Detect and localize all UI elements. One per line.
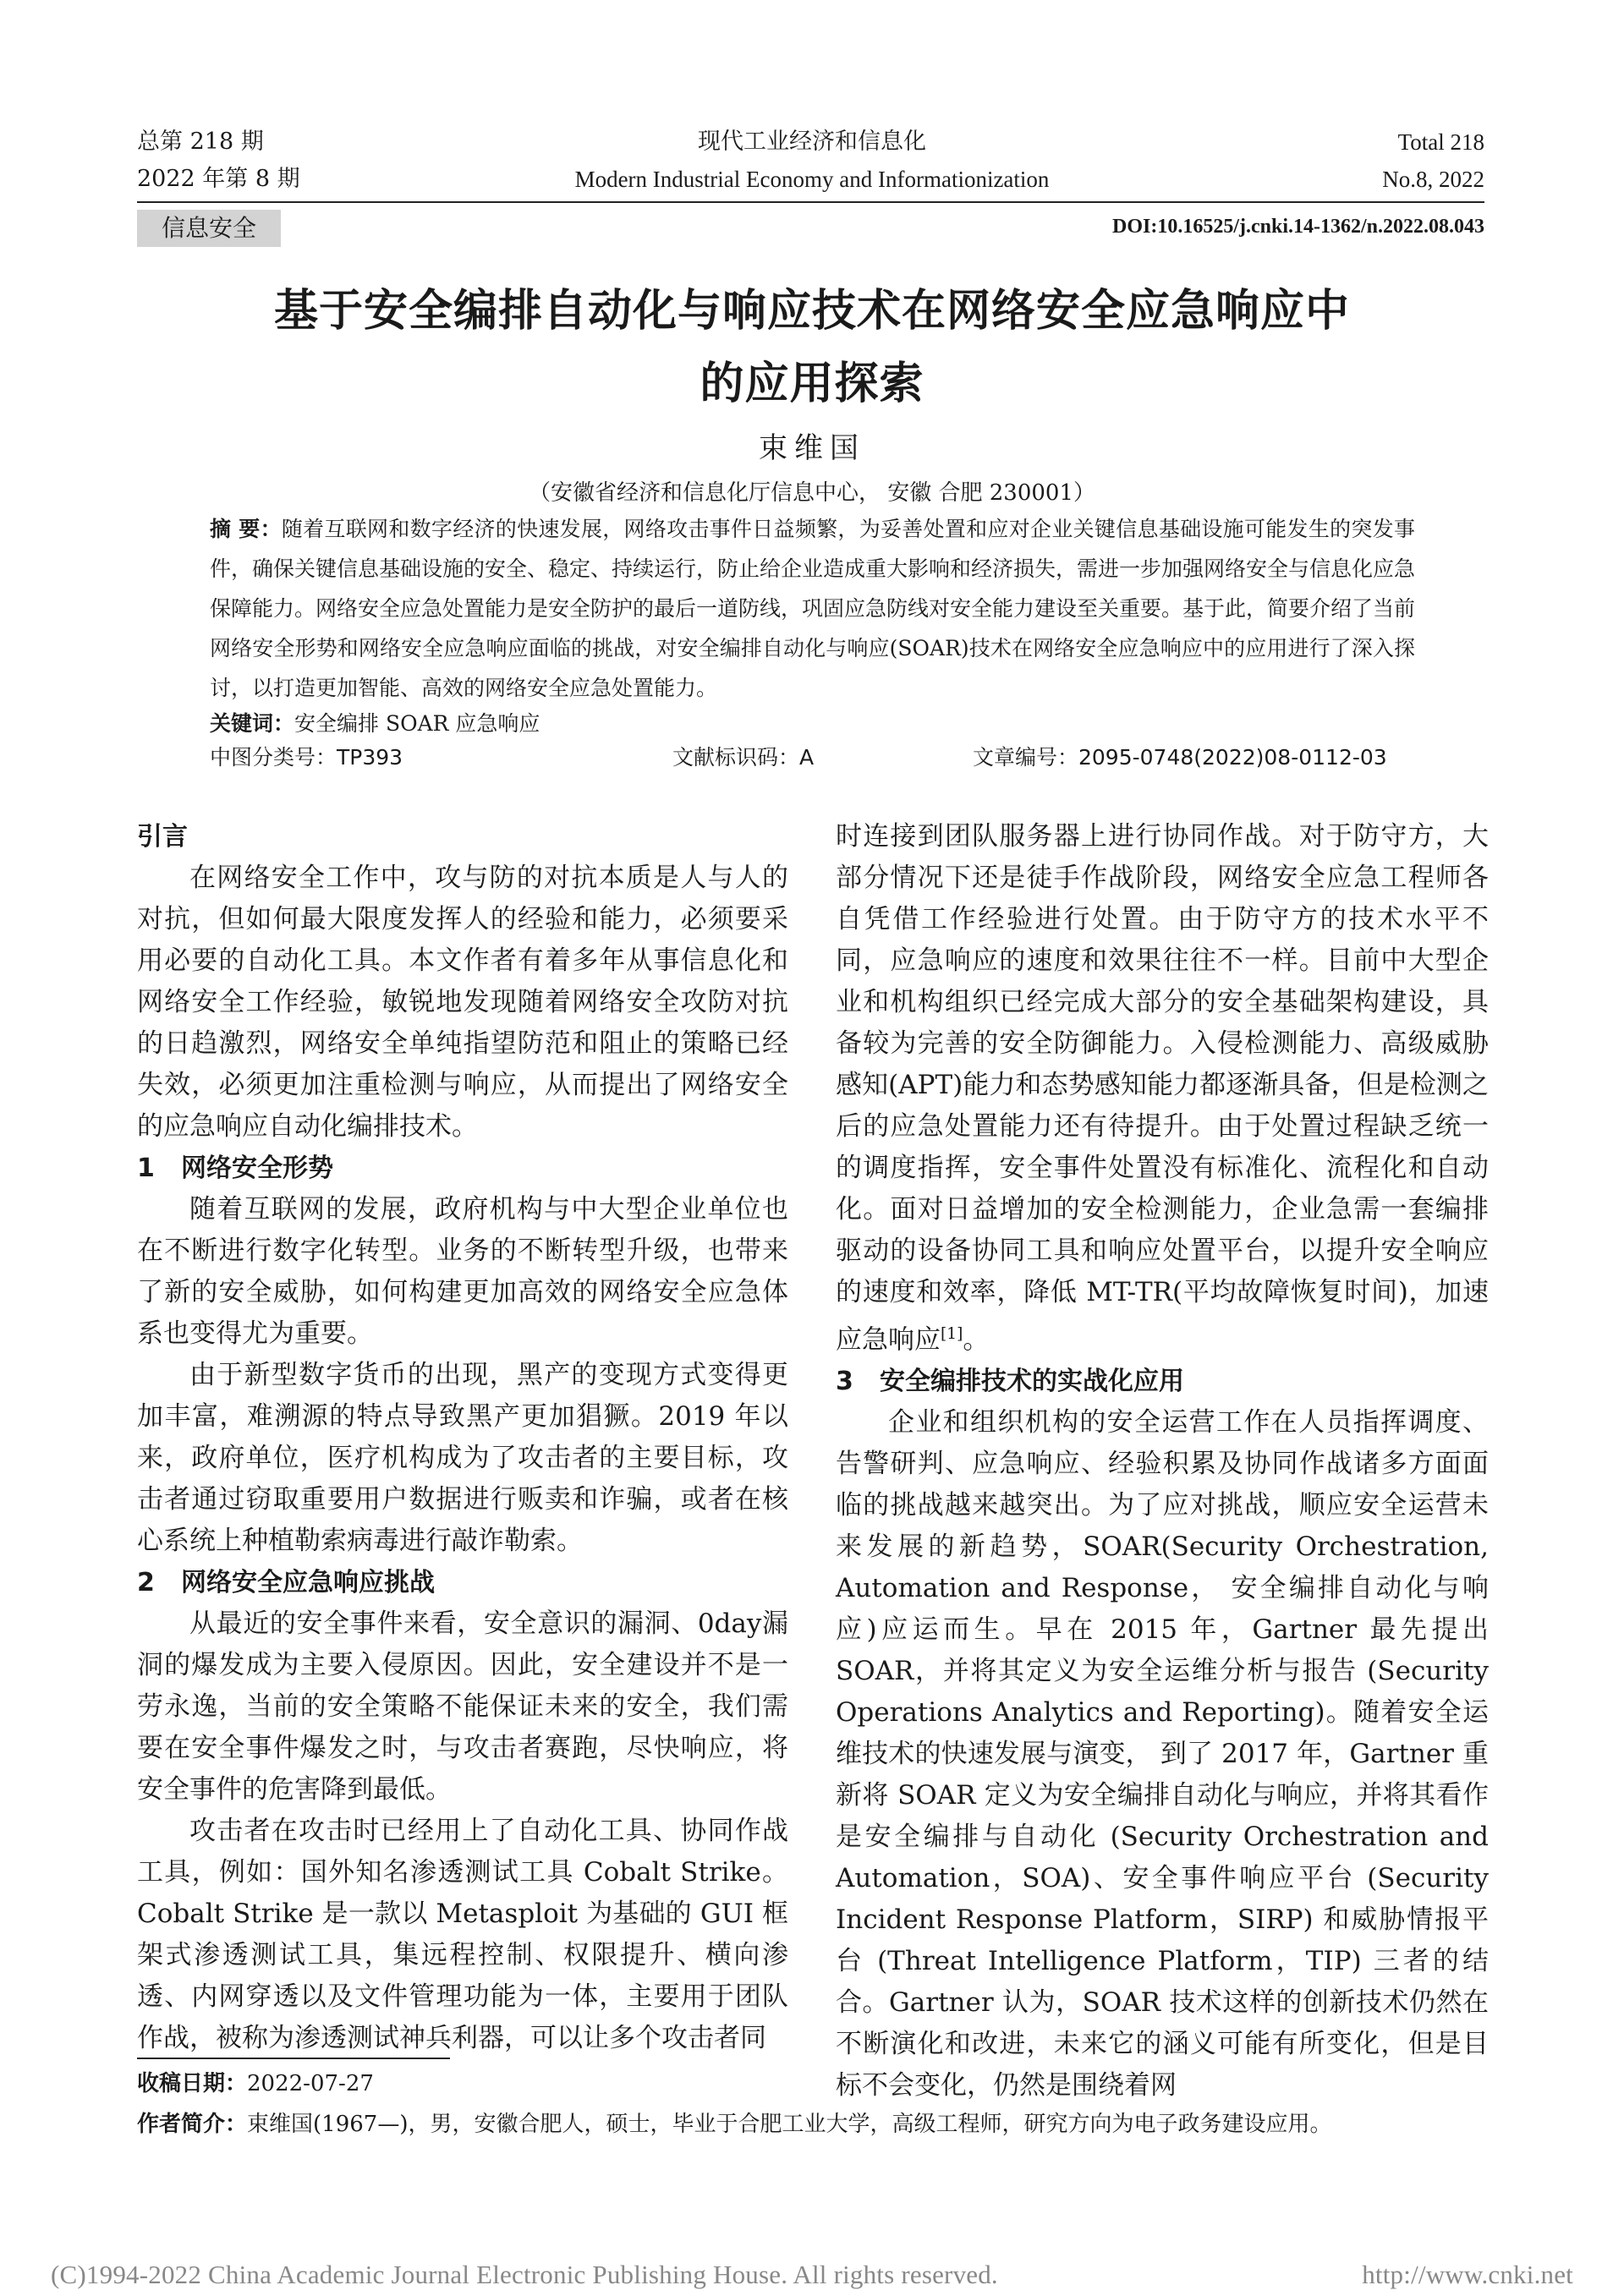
abstract-text: 随着互联网和数字经济的快速发展，网络攻击事件日益频繁，为妥善处置和应对企业关键信息基础设施可能发生的突发事件，确保关键信息基础设施的安全、稳定、持续运行，防止给企业造成重大影响和经济损失，需进一步加强网络安全与信息化应急保障能力。网络安全应急处置能力是安全防护的最后一道防线，巩固应急防线对安全能力建设至关重要。基于此，简要介绍了当前网络安全形势和网络安全应急响应面临的挑战，对安全编排自动化与响应(SOAR)技术在网络安全应急响应中的应用进行了深入探讨，以打造更加智能、高效的网络安全应急处置能力。 — [210, 517, 1416, 700]
section-3-number: 3 — [836, 1367, 853, 1397]
keywords-label: 关键词： — [210, 711, 295, 736]
doi: DOI:10.16525/j.cnki.14-1362/n.2022.08.043 — [1111, 216, 1484, 238]
author-name: 束维国 — [759, 431, 865, 465]
received-label: 收稿日期： — [137, 2071, 248, 2096]
issue-total-cn: 总第 218 期 — [137, 129, 264, 155]
body-column-right — [836, 816, 1489, 2107]
section-3-title: 安全编排技术的实战化应用 — [880, 1367, 1184, 1397]
intro-heading: 引言 — [137, 822, 188, 852]
section-2-paragraph-2-continued — [836, 816, 1489, 1361]
footnote-rule — [137, 2058, 450, 2059]
issue-cn: 2022 年第 8 期 — [137, 166, 300, 192]
section-2-paragraph-1: 从最近的安全事件来看，安全意识的漏洞、0day漏洞的爆发成为主要入侵原因。因此，安全建设并不是一劳永逸，当前的安全策略不能保证未来的安全，我们需要在安全事件爆发之时，与攻击者赛跑，尽快响应，将安全事件的危害降到最低。 — [137, 1608, 788, 1805]
citation-1: [1] — [941, 1325, 963, 1343]
section-2-heading — [137, 1562, 788, 1603]
issue-en: No.8, 2022 — [1382, 167, 1484, 192]
article-title-line-1: 基于安全编排自动化与响应技术在网络安全应急响应中 — [273, 286, 1350, 337]
body-column-left — [137, 816, 788, 2059]
section-1-number: 1 — [137, 1153, 155, 1183]
author-bio — [137, 2107, 1331, 2141]
section-1-title: 网络安全形势 — [181, 1153, 333, 1183]
received-date — [137, 2067, 374, 2101]
abstract-label: 摘 要： — [210, 517, 282, 541]
bio-label: 作者简介： — [137, 2112, 248, 2137]
copyright-url: http://www.cnki.net — [1362, 2260, 1573, 2289]
article-title-line-2: 的应用探索 — [700, 359, 924, 409]
journal-title-cn: 现代工业经济和信息化 — [698, 129, 926, 155]
section-2-continued-text: 时连接到团队服务器上进行协同作战。对于防守方，大部分情况下还是徒手作战阶段，网络安全应急工程师各自凭借工作经验进行处置。由于防守方的技术水平不同，应急响应的速度和效果往往不一样。目前中大型企业和机构组织已经完成大部分的安全基础架构建设，具备较为完善的安全防御能力。入侵检测能力、高级威胁感知(APT)能力和态势感知能力都逐渐具备，但是检测之后的应急处置能力还有待提升。由于处置过程缺乏统一的调度指挥，安全事件处置没有标准化、流程化和自动化。面对日益增加的安全检测能力，企业急需一套编排驱动的设备协同工具和响应处置平台，以提升安全响应的速度和效率，降低 MT-TR(平均故障恢复时间)，加速应急响应 — [836, 821, 1489, 1356]
received-value: 2022-07-27 — [247, 2071, 374, 2096]
section-2-title: 网络安全应急响应挑战 — [181, 1568, 435, 1597]
section-1-paragraph-1: 随着互联网的发展，政府机构与中大型企业单位也在不断进行数字化转型。业务的不断转型升级，也带来了新的安全威胁，如何构建更加高效的网络安全应急体系也变得尤为重要。 — [137, 1194, 788, 1349]
bio-text: 束维国(1967—)，男，安徽合肥人，硕士，毕业于合肥工业大学，高级工程师，研究方向为电子政务建设应用。 — [247, 2112, 1332, 2137]
intro-paragraph: 在网络安全工作中，攻与防的对抗本质是人与人的对抗，但如何最大限度发挥人的经验和能力，必须要采用必要的自动化工具。本文作者有着多年从事信息化和网络安全工作经验，敏锐地发现随着网络安全攻防对抗的日趋激烈，网络安全单纯指望防范和阻止的策略已经失效，必须更加注重检测与响应，从而提出了网络安全的应急响应自动化编排技术。 — [137, 863, 788, 1142]
journal-title-en: Modern Industrial Economy and Informationization — [574, 167, 1050, 192]
section-2-paragraph-2: 攻击者在攻击时已经用上了自动化工具、协同作战工具，例如：国外知名渗透测试工具 Cobalt Strike。Cobalt Strike 是一款以 Metasploit 为基础的 GUI 框架式渗透测试工具，集远程控制、权限提升、横向渗透、内网穿透以及文件管理功能为一体，主要用于团队作战，被称为渗透测试神兵利器，可以让多个攻击者同 — [137, 1816, 788, 2053]
clc-number: 中图分类号：TP393 — [210, 745, 403, 770]
keywords — [210, 707, 540, 737]
header-rule — [137, 201, 1484, 203]
copyright-text: (C)1994-2022 China Academic Journal Electronic Publishing House. All rights reserved. — [51, 2260, 998, 2289]
keywords-text: 安全编排 SOAR 应急响应 — [294, 711, 540, 736]
author-affiliation: （安徽省经济和信息化厅信息中心， 安徽 合肥 230001） — [528, 480, 1096, 506]
document-code: 文献标识码：A — [672, 745, 815, 770]
section-3-heading — [836, 1361, 1489, 1402]
section-1-paragraph-2: 由于新型数字货币的出现，黑产的变现方式变得更加丰富，难溯源的特点导致黑产更加猖獗。2019 年以来，政府单位，医疗机构成为了攻击者的主要目标，攻击者通过窃取重要用户数据进行贩卖和诈骗，或者在核心系统上种植勒索病毒进行敲诈勒索。 — [137, 1360, 788, 1556]
abstract — [210, 509, 1415, 708]
section-3-paragraph-1: 企业和组织机构的安全运营工作在人员指挥调度、告警研判、应急响应、经验积累及协同作战诸多方面面临的挑战越来越突出。为了应对挑战，顺应安全运营未来发展的新趋势，SOAR(Security Orchestration, Automation and Response， 安全编排自动化与响应)应运而生。早在 2015 年，Gartner 最先提出 SOAR，并将其定义为安全运维分析与报告 (Security Operations Analytics and Reporting)。随着安全运维技术的快速发展与演变， 到了 2017 年，Gartner 重新将 SOAR 定义为安全编排自动化与响应，并将其看作是安全编排与自动化 (Security Orchestration and Automation，SOA)、安全事件响应平台 (Security Incident Response Platform，SIRP) 和威胁情报平台 (Threat Intelligence Platform，TIP) 三者的结合。Gartner 认为，SOAR 技术这样的创新技术仍然在不断演化和改进，未来它的涵义可能有所变化，但是目标不会变化，仍然是围绕着网 — [836, 1407, 1489, 2101]
issue-total-en: Total 218 — [1397, 129, 1484, 155]
section-2-continued-end: 。 — [963, 1324, 990, 1356]
article-number: 文章编号：2095-0748(2022)08-0112-03 — [973, 745, 1387, 770]
section-1-heading — [137, 1148, 788, 1189]
section-tag: 信息安全 — [137, 210, 281, 247]
section-2-number: 2 — [137, 1568, 155, 1597]
